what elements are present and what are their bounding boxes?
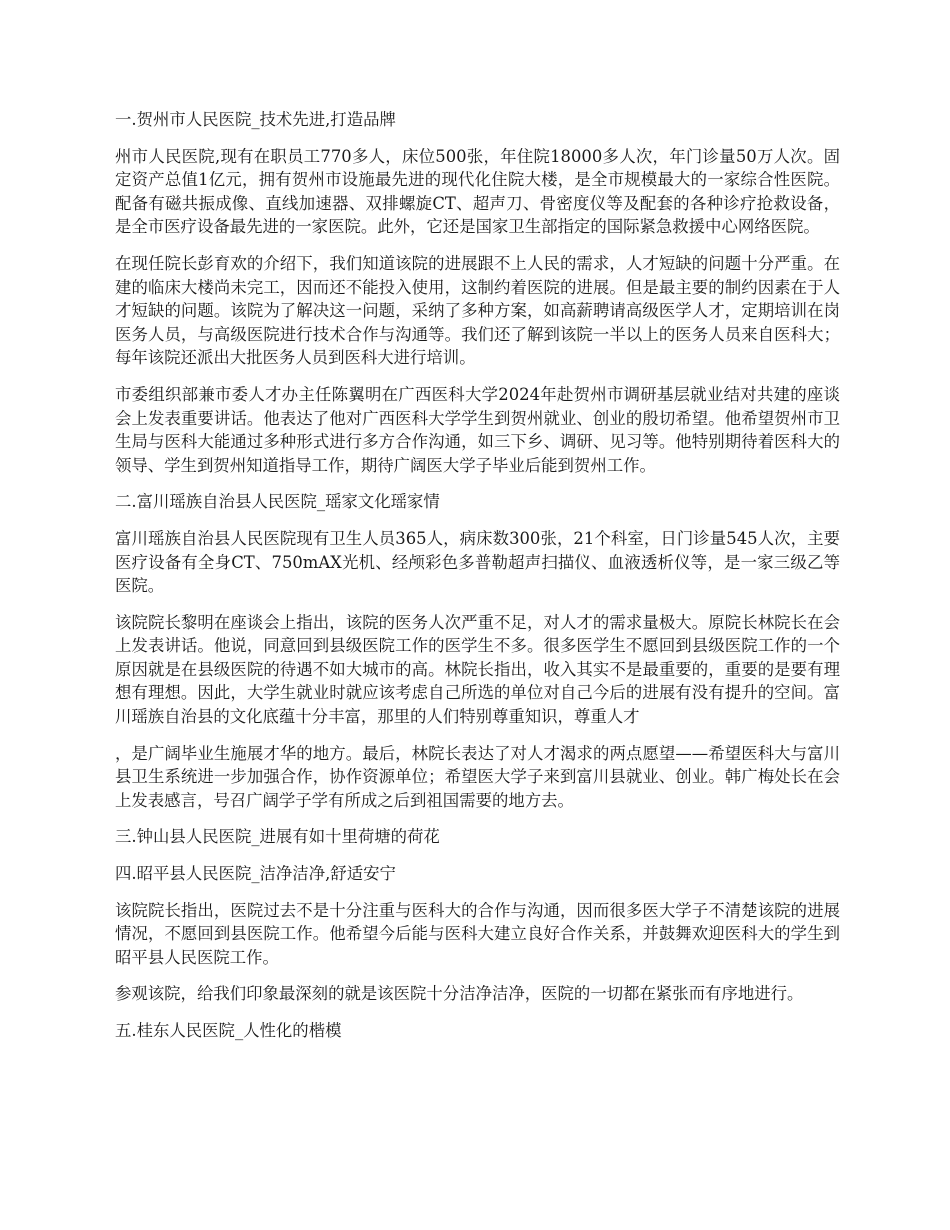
section-heading-zhaoping: 四.昭平县人民医院_洁净洁净,舒适安宁 [115,864,396,884]
paragraph-hezhou-speech: 市委组织部兼市委人才办主任陈翼明在广西医科大学2024年赴贺州市调研基层就业结对共建的座谈会上发表重要讲话。他表达了他对广西医科大学学生到贺州就业、创业的殷切希望。他希望贺州市卫生局与医科大能通过多种形式进行多方合作沟通，如三下乡、调研、见习等。他特别期待着医科大的领导、学生到贺州知道指导工作，期待广阔医大学子毕业后能到贺州工作。 [115,384,840,475]
paragraph-hezhou-director: 在现任院长彭育欢的介绍下，我们知道该院的进展跟不上人民的需求，人才短缺的问题十分严重。在建的临床大楼尚未完工，因而还不能投入使用，这制约着医院的进展。但是最主要的制约因素在于人才短缺的问题。该院为了解决这一问题，采纳了多种方案，如高薪聘请高级医学人才，定期培训在岗医务人员，与高级医院进行技术合作与沟通等。我们还了解到该院一半以上的医务人员来自医科大；每年该院还派出大批医务人员到医科大进行培训。 [115,253,840,368]
paragraph-fuchuan-overview: 富川瑶族自治县人民医院现有卫生人员365人，病床数300张，21个科室，日门诊量545人次，主要医疗设备有全身CT、750mAX光机、经颅彩色多普勒超声扫描仪、血液透析仪等，是一家三级乙等医院。 [115,528,840,596]
section-heading-fuchuan: 二.富川瑶族自治县人民医院_瑶家文化瑶家情 [115,492,440,512]
paragraph-fuchuan-conclusion: ，是广阔毕业生施展才华的地方。最后，林院长表达了对人才渴求的两点愿望——希望医科大与富川县卫生系统进一步加强合作，协作资源单位；希望医大学子来到富川县就业、创业。韩广梅处长在会上发表感言，号召广阔学子学有所成之后到祖国需要的地方去。 [115,743,840,810]
section-heading-zhongshan: 三.钟山县人民医院_进展有如十里荷塘的荷花 [115,827,440,847]
paragraph-zhaoping-director: 该院院长指出，医院过去不是十分注重与医科大的合作与沟通，因而很多医大学子不清楚该院的进展情况，不愿回到县医院工作。他希望今后能与医科大建立良好合作关系，并鼓舞欢迎医科大的学生到昭平县人民医院工作。 [115,900,840,967]
paragraph-hezhou-overview: 州市人民医院,现有在职员工770多人，床位500张，年住院18000多人次，年门诊量50万人次。固定资产总值1亿元，拥有贺州市设施最先进的现代化住院大楼，是全市规模最大的一家综合性医院。配备有磁共振成像、直线加速器、双排螺旋CT、超声刀、骨密度仪等及配套的各种诊疗抢救设备，是全市医疗设备最先进的一家医院。此外，它还是国家卫生部指定的国际紧急救援中心网络医院。 [115,146,840,237]
document-body [115,108,840,1056]
section-heading-guidong: 五.桂东人民医院_人性化的楷模 [115,1021,342,1040]
paragraph-zhaoping-visit: 参观该院，给我们印象最深刻的就是该医院十分洁净洁净，医院的一切都在紧张而有序地进行。 [115,984,804,1004]
paragraph-fuchuan-forum: 该院院长黎明在座谈会上指出，该院的医务人次严重不足，对人才的需求量极大。原院长林院长在会上发表讲话。他说，同意回到县级医院工作的医学生不多。很多医学生不愿回到县级医院工作的一个原因就是在县级医院的待遇不如大城市的高。林院长指出，收入其实不是最重要的，重要的是要有理想有理想。因此，大学生就业时就应该考虑自己所选的单位对自己今后的进展有没有提升的空间。富川瑶族自治县的文化底蕴十分丰富，那里的人们特别尊重知识，尊重人才 [115,612,840,727]
section-heading-hezhou: 一.贺州市人民医院_技术先进,打造品牌 [115,110,396,129]
